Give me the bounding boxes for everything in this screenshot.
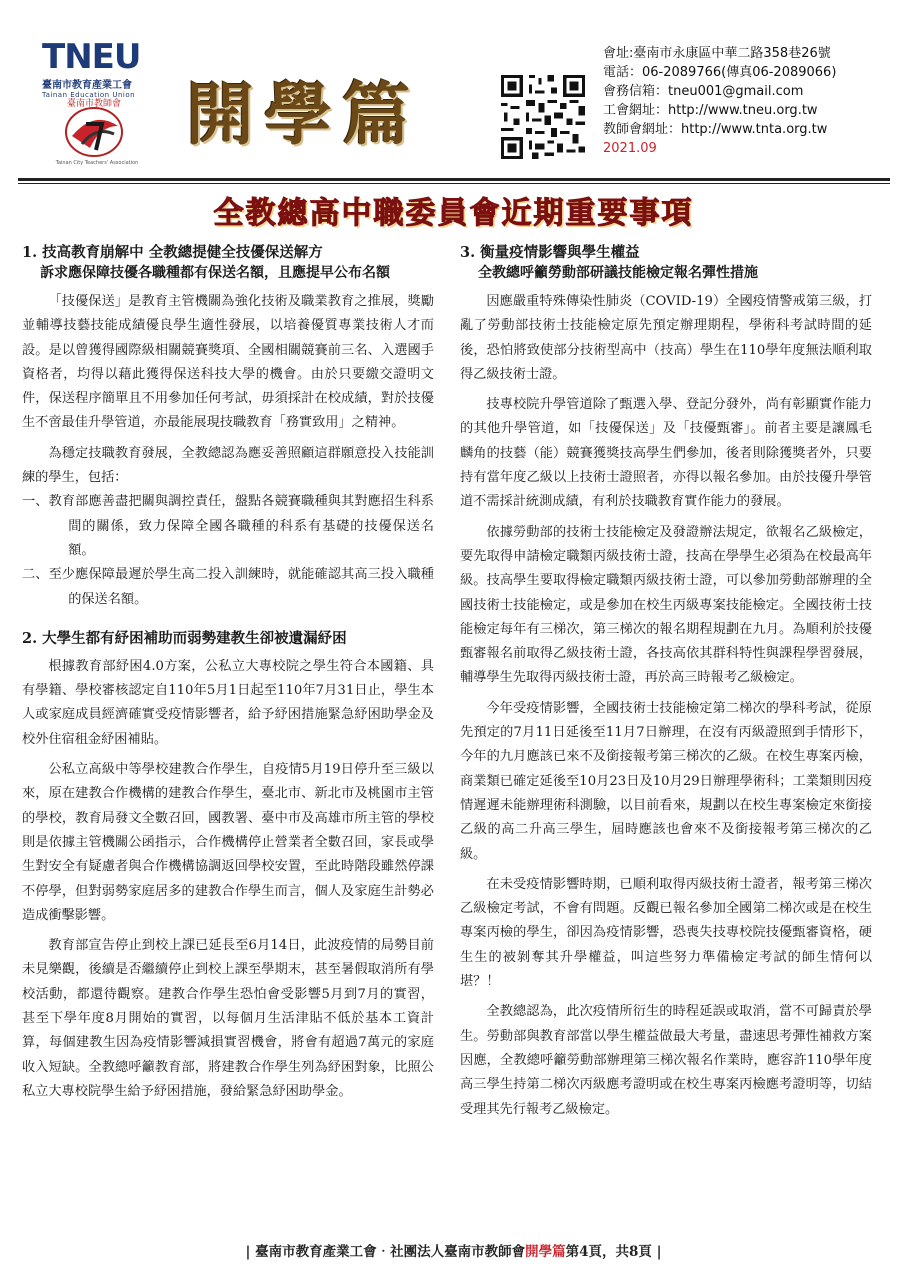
section-3-paragraph: 依據勞動部的技術士技能檢定及發證辦法規定，欲報名乙級檢定，要先取得申請檢定職類丙級技術士證，技高在學學生必須為在校最高年級。技高學生要取得檢定職類丙級技術士證，可以參加勞動部辦理的全國技術士技能檢定，或是參加在校生丙級專案技能檢定。全國技術士技能檢定每年有三梯次，第三梯次的報名期程規劃在九月。為順利於技優甄審報名前取得乙級技術士證，各技高依其群科特性與課程學習發展，輔導學生先取得丙級技術士證，再於高三時報考乙級檢定。 bbox=[460, 524, 872, 686]
page-headline: 全教總高中職委員會近期重要事項 bbox=[213, 196, 694, 231]
section-1-list-item: 一、教育部應善盡把關與調控責任，盤點各競賽職種與其對應招生科系間的關係，致力保障全國各職種的科系有基礎的技優保送名額。 bbox=[22, 494, 434, 558]
right-column bbox=[460, 242, 872, 1122]
contact-union-site[interactable]: 工會網址：http://www.tneu.org.tw bbox=[603, 103, 818, 118]
tneu-logo-text: TNEU bbox=[42, 37, 141, 77]
masthead-title: 開學篇 bbox=[186, 75, 421, 155]
footer-accent: 開學篇 bbox=[525, 1244, 566, 1260]
section-2-title: 2. 大學生都有紓困補助而弱勢建教生卻被遺漏紓困 bbox=[22, 629, 347, 647]
section-2-paragraph: 根據教育部紓困4.0方案，公私立大專校院之學生符合本國籍、具有學籍、學校審核認定自110年5月1日起至110年7月31日止，學生本人或家庭成員經濟確實受疫情影響者，給予紓困措施緊急紓困助學金及校外住宿租金紓困補貼。 bbox=[22, 658, 434, 747]
section-3-paragraph: 技專校院升學管道除了甄選入學、登記分發外，尚有彰顯實作能力的其他升學管道，如「技優保送」及「技優甄審」。前者主要是讓鳳毛麟角的技藝（能）競賽獲獎技高學生們參加，後者則除獲獎者外，只要持有當年度乙級以上技術士證照者，亦得以報名參加。由於技優升學管道不需採計統測成績，有利於技職教育實作能力的發展。 bbox=[460, 397, 872, 510]
footer-page-info: 第4頁，共8頁 | bbox=[565, 1244, 662, 1260]
section-3-title: 3. 衡量疫情影響與學生權益 bbox=[460, 244, 640, 261]
contact-phone: 電話：06-2089766(傳真06-2089066) bbox=[603, 65, 837, 80]
section-2-paragraph: 公私立高級中等學校建教合作學生，自疫情5月19日停升至三級以來，原在建教合作機構的建教合作學生，臺北市、新北市及桃園市主管的學校，教育局發文全數召回，國教署、臺中市及高雄市所主管的學校則是依據主管機關公函指示，合作機構停止營業者全數召回，家長或學生對安全有疑慮者與合作機構協調返回學校安置，至此時階段雖然停課不停學，但對弱勢家庭居多的建教合作學生而言，個人及家庭生計勢必造成衝擊影響。 bbox=[22, 762, 434, 923]
section-1-subtitle: 訴求應保障技優各職種都有保送名額，且應提早公布名額 bbox=[40, 265, 390, 281]
section-1-title: 1. 技高教育崩解中 全教總提健全技優保送解方 bbox=[22, 244, 323, 261]
section-2-paragraph: 教育部宣告停止到校上課已延長至6月14日，此波疫情的局勢目前未見樂觀，後續是否繼續停止到校上課至學期末，甚至暑假取消所有學校活動，都還待觀察。建教合作學生恐怕會受影響5月到7月的實習，甚至下學年度8月開始的實習，以每個月生活津貼不低於基本工資計算，每個建教生因為疫情影響減損實習機會，將會有超過7萬元的家庭收入短缺。全教總呼籲教育部，將建教合作學生列為紓困對象，比照公私立大專校院學生給予紓困措施，發給緊急紓困助學金。 bbox=[22, 938, 434, 1099]
contact-info bbox=[603, 44, 893, 158]
section-3-paragraph: 在未受疫情影響時期，已順利取得丙級技術士證者，報考第三梯次乙級檢定考試，不會有問題。反觀已報名參加全國第二梯次或是在校生專案丙檢的學生，卻因為疫情影響，恐喪失技專校院技優甄審資格，硬生生的被剝奪其升學權益，叫這些努力準備檢定考試的師生情何以堪？！ bbox=[460, 876, 872, 990]
page-header bbox=[0, 0, 907, 180]
contact-email[interactable]: 會務信箱：tneu001@gmail.com bbox=[603, 84, 804, 99]
header-divider bbox=[18, 178, 890, 181]
tneu-logo-name: 臺南市教育產業工會 bbox=[42, 80, 132, 91]
issue-date: 2021.09 bbox=[603, 141, 657, 156]
tneu-logo-en: Tainan Education Union bbox=[42, 91, 136, 99]
header-divider-thin bbox=[18, 183, 890, 184]
contact-teacher-site[interactable]: 教師會網址：http://www.tnta.org.tw bbox=[603, 122, 828, 137]
footer-prefix: | 臺南市教育產業工會‧社團法人臺南市教師會 bbox=[245, 1244, 526, 1260]
section-3-paragraph: 因應嚴重特殊傳染性肺炎（COVID-19）全國疫情警戒第三級，打亂了勞動部技術士技能檢定原先預定辦理期程，學術科考試時間的延後，恐怕將致使部分技術型高中（技高）學生在110學年度無法順利取得乙級技術士證。 bbox=[460, 294, 872, 382]
left-column bbox=[22, 242, 434, 1104]
page-footer bbox=[0, 1240, 907, 1260]
contact-address: 會址:臺南市永康區中華二路358巷26號 bbox=[603, 46, 831, 61]
tnta-logo-name: 臺南市教師會 bbox=[66, 99, 121, 109]
section-3-paragraph: 今年受疫情影響，全國技術士技能檢定第二梯次的學科考試，從原先預定的7月11日延後至11月7日辦理，在沒有丙級證照到手情形下，今年的九月應該已來不及銜接報考第三梯次的乙級。在校生專案丙檢，商業類已確定延後至10月23日及10月29日辦理學術科；工業類則因疫情遲遲未能辦理術科測驗，以目前看來，規劃以在校生專案檢定來銜接乙級的高二升高三學生，屆時應該也會來不及銜接報考第三梯次的乙級。 bbox=[460, 700, 872, 862]
section-3-paragraph: 全教總認為，此次疫情所衍生的時程延誤或取消，當不可歸責於學生。勞動部與教育部當以學生權益做最大考量，盡速思考彈性補救方案因應，全教總呼籲勞動部辦理第三梯次報名作業時，應容許110學年度高三學生持第二梯次丙級應考證明或在校生專案丙檢應考證明等，切結受理其先行報考乙級檢定。 bbox=[460, 1004, 872, 1117]
qr-code-icon[interactable] bbox=[498, 72, 588, 162]
section-1-paragraph: 為穩定技職教育發展，全教總認為應妥善照顧這群願意投入技能訓練的學生，包括： bbox=[22, 445, 434, 486]
tneu-logo bbox=[42, 37, 154, 99]
section-3-subtitle: 全教總呼籲勞動部研議技能檢定報名彈性措施 bbox=[478, 265, 758, 281]
section-1-list-item: 二、至少應保障最遲於學生高二投入訓練時，就能確認其高三投入職種的保送名額。 bbox=[22, 567, 434, 607]
tnta-logo-en: Tainan City Teachers' Association bbox=[55, 160, 139, 166]
tnta-logo bbox=[55, 96, 139, 172]
section-1-paragraph: 「技優保送」是教育主管機關為強化技術及職業教育之推展，獎勵並輔導技藝技能成績優良學生適性發展，以培養優質專業技術人才而設。是以曾獲得國際級相關競賽獎項、全國相關競賽前三名、入選國手資格者，均得以藉此獲得保送科技大學的機會。由於只要繳交證明文件，保送程序簡單且不用參加任何考試，毋須採計在校成績，對於技優生不啻最佳升學管道，亦最能展現技職教育「務實致用」之精神。 bbox=[22, 294, 434, 431]
